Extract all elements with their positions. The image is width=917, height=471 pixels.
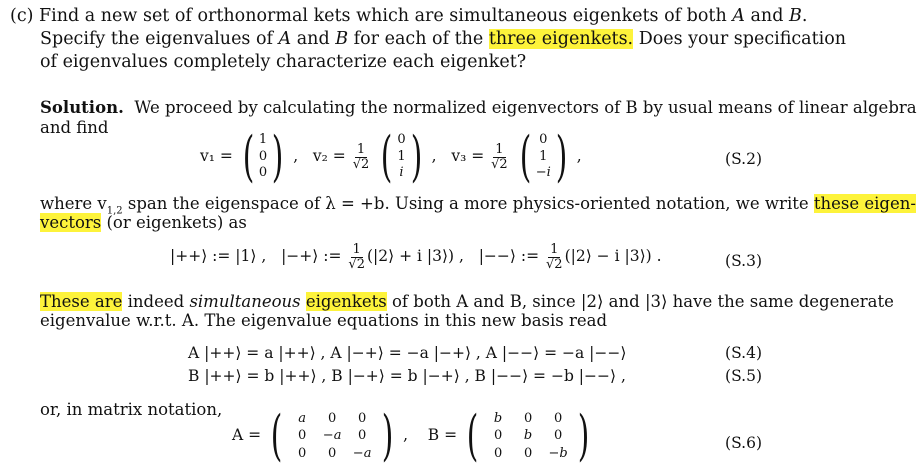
text: (c) Find a new set of orthonormal kets which are simultaneous eigenkets of both — [10, 6, 733, 26]
equation-number-s4: (S.4) — [725, 344, 762, 362]
solution-line-1: Solution. We proceed by calculating the normalized eigenvectors of B by usual means of linear algebra — [40, 98, 917, 117]
equation-s5: B |++⟩ = b |++⟩ , B |−+⟩ = b |−+⟩ , B |−−⟩ = −b |−−⟩ , — [188, 367, 626, 385]
vector-v3: 0 1 −i — [535, 131, 551, 181]
solution-where-line-1: where $v_{1,2}$ span the eigenspace of λ = +b. Using a more physics-oriented notation, we write these eigen- — [40, 194, 916, 217]
highlight-vectors: vectors — [40, 213, 102, 232]
solution-these-line-2: eigenvalue w.r.t. A. The eigenvalue equations in this new basis read — [40, 311, 608, 330]
equation-s3: |++⟩ := |1⟩ , |−+⟩ := $\frac{1}{√2}$ (|2⟩ + i |3⟩) , |−−⟩ := $\frac{1}{√2}$ (|2⟩ − i |3⟩) . — [170, 242, 662, 272]
equation-s6: A = ( a 0 0 0 −a 0 0 0 −a ) , B = ( b 0 0 0 b 0 0 0 −b ) — [232, 404, 590, 467]
equation-number-s6: (S.6) — [725, 434, 762, 452]
vector-v2: 0 1 i — [397, 131, 406, 181]
solution-label: Solution. — [40, 98, 124, 117]
solution-matrix-intro: or, in matrix notation, — [40, 400, 223, 419]
solution-where-line-2: vectors (or eigenkets) as — [40, 213, 247, 232]
matrix-A: a 0 0 0 −a 0 0 0 −a — [297, 410, 372, 461]
equation-number-s5: (S.5) — [725, 367, 762, 385]
equation-s4: A |++⟩ = a |++⟩ , A |−+⟩ = −a |−+⟩ , A |−−⟩ = −a |−−⟩ — [188, 344, 627, 362]
equation-s2: v₁ = ( 1 0 0 ) , v₂ = $\frac{1}{√2}$ ( 0 1 i ) , v₃ = $\frac{1}{√2}$ ( 0 1 −i ) , — [200, 125, 582, 188]
highlight-these-eigen: these eigen- — [813, 194, 916, 213]
solution-line-2: and find — [40, 118, 109, 137]
equation-number-s3: (S.3) — [725, 252, 762, 270]
highlight-these-are: These are — [40, 292, 123, 311]
highlight-three-eigenkets: three eigenkets. — [488, 29, 634, 49]
problem-line-3: of eigenvalues completely characterize each eigenket? — [40, 52, 527, 72]
equation-number-s2: (S.2) — [725, 150, 762, 168]
highlight-eigenkets: eigenkets — [305, 292, 387, 311]
solution-these-line-1: These are indeed simultaneous eigenkets of both A and B, since |2⟩ and |3⟩ have the same degenerate — [40, 292, 894, 311]
problem-line-1: (c) Find a new set of orthonormal kets which are simultaneous eigenkets of both A and B. — [10, 6, 808, 26]
matrix-B: b 0 0 0 b 0 0 0 −b — [493, 410, 568, 461]
problem-line-2: Specify the eigenvalues of A and B for each of the three eigenkets. Does your specification — [40, 29, 847, 49]
vector-v1: 1 0 0 — [258, 131, 268, 181]
